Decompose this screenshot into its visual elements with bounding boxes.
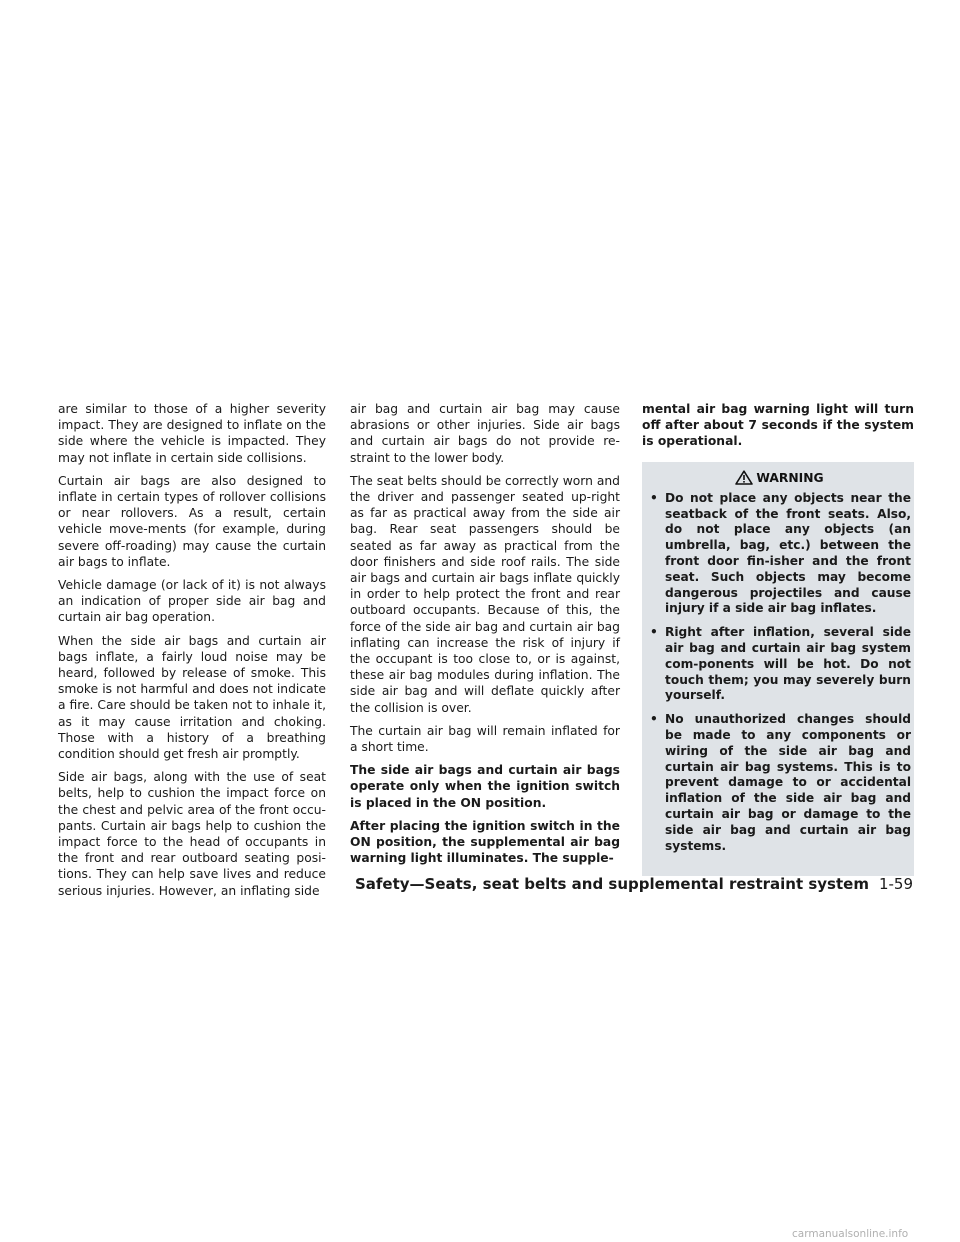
warning-item <box>648 491 911 617</box>
paragraph: air bag and curtain air bag may cause abrasions or other injuries. Side air bags and curtain air bags do not provide re-straint to the lower body. <box>350 402 620 465</box>
text-column-2 <box>350 401 620 873</box>
bold-paragraph: After placing the ignition switch in the ON position, the supplemental air bag warning light illuminates. The supple- <box>350 818 620 866</box>
section-title: Safety—Seats, seat belts and supplemental restraint system <box>354 875 869 893</box>
bullet: • <box>650 712 658 727</box>
bullet: • <box>650 625 658 640</box>
warning-item <box>648 625 911 704</box>
warning-header <box>648 462 911 491</box>
warning-item-text: Do not place any objects near the seatback of the front seats. Also, do not place any objects (an umbrella, bag, etc.) between the front door fin-isher and the front seat. Such objects may become dangerous projectiles and cause injury if a side air bag inflates. <box>665 490 911 616</box>
warning-item-text: Right after inflation, several side air bag and curtain air bag system com-ponents will be hot. Do not touch them; you may severely burn yourself. <box>665 625 911 703</box>
warning-title: WARNING <box>756 470 824 485</box>
text-column-1 <box>58 401 326 906</box>
page-footer <box>0 875 913 893</box>
warning-item <box>648 712 911 854</box>
warning-box <box>642 462 914 877</box>
bold-paragraph: mental air bag warning light will turn off after about 7 seconds if the system is operational. <box>642 402 914 449</box>
warning-item-text: No unauthorized changes should be made to any components or wiring of the side air bag and curtain air bag systems. This is to prevent damage to or accidental inflation of the side air bag and curtain air bag or damage to the side air bag and curtain air bag systems. <box>665 712 911 853</box>
paragraph: Curtain air bags are also designed to inflate in certain types of rollover collisions or near rollovers. As a result, certain vehicle move-ments (for example, during severe off-roading) may cause the curtain air bags to inflate. <box>58 473 326 569</box>
bullet: • <box>650 490 658 505</box>
paragraph: Vehicle damage (or lack of it) is not always an indication of proper side air bag and curtain air bag operation. <box>58 578 326 625</box>
text-column-3 <box>642 401 914 876</box>
watermark: carmanualsonline.info <box>792 1228 909 1240</box>
bold-paragraph: The side air bags and curtain air bags operate only when the ignition switch is placed in the ON position. <box>350 763 620 810</box>
warning-list <box>648 491 911 855</box>
paragraph: The seat belts should be correctly worn and the driver and passenger seated up-right as far as practical away from the side air bag. Rear seat passengers should be seated as far away as practical from the door finishers and side roof rails. The side air bags and curtain air bags inflate quickly in order to help protect the front and rear outboard occupants. Because of this, the force of the side air bag and curtain air bag inflating can increase the risk of injury if the occupant is too close to, or is against, these air bag modules during inflation. The side air bag and will deflate quickly after the collision is over. <box>350 473 620 715</box>
warning-triangle-icon <box>735 470 753 485</box>
paragraph: Side air bags, along with the use of seat belts, help to cushion the impact force on the chest and pelvic area of the front occu-pants. Curtain air bags help to cushion the impact force to the head of occupants in the front and rear outboard seating posi-tions. They can help save lives and reduce serious injuries. However, an inflating side <box>58 770 326 898</box>
paragraph: are similar to those of a higher severity impact. They are designed to inflate on the side where the vehicle is impacted. They may not inflate in certain side collisions. <box>58 402 326 465</box>
paragraph: The curtain air bag will remain inflated for a short time. <box>350 723 620 755</box>
page-number: 1-59 <box>878 875 913 893</box>
paragraph: When the side air bags and curtain air bags inflate, a fairly loud noise may be heard, followed by release of smoke. This smoke is not harmful and does not indicate a fire. Care should be taken not to inhale it, as it may cause irritation and choking. Those with a history of a breathing condition should get fresh air promptly. <box>58 633 326 762</box>
